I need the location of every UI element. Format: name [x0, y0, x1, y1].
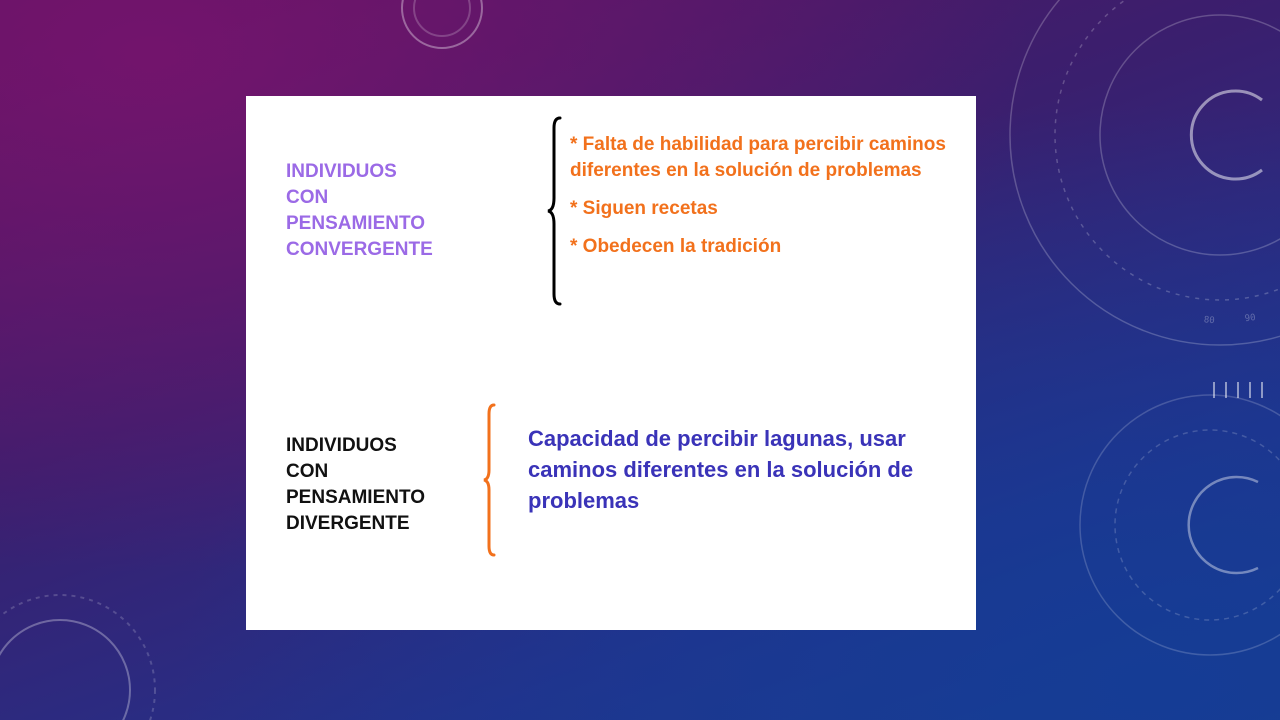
- convergent-label-line: CONVERGENTE: [286, 239, 433, 260]
- convergent-label-line: CON: [286, 187, 329, 208]
- decor-gauge-arc: [1191, 91, 1262, 179]
- convergent-trait-item: * Obedecen la tradición: [570, 236, 782, 257]
- divergent-label-line: DIVERGENTE: [286, 513, 410, 534]
- decor-ring-right-arc: [1189, 477, 1258, 573]
- convergent-traits-list: [570, 132, 970, 272]
- gauge-tick-label: 80: [1203, 315, 1216, 327]
- divergent-label-line: CON: [286, 461, 329, 482]
- convergent-trait-item: * Siguen recetas: [570, 198, 718, 219]
- divergent-description: Capacidad de percibir lagunas, usar caminos diferentes en la solución de problemas: [528, 426, 914, 513]
- slide-card: [246, 96, 976, 630]
- gauge-tick-labels: [1203, 0, 1280, 326]
- decor-gauge-dashed: [1055, 0, 1280, 300]
- convergent-brace: [546, 114, 564, 308]
- decor-ring-bottom-left: [0, 620, 130, 720]
- convergent-label-line: PENSAMIENTO: [286, 213, 426, 234]
- decor-gauge-outer: [1010, 0, 1280, 345]
- gauge-tick-label: 90: [1244, 312, 1257, 325]
- convergent-label-line: INDIVIDUOS: [286, 161, 397, 182]
- decor-ring-right-dashed: [1115, 430, 1280, 620]
- convergent-label: [286, 159, 433, 263]
- decor-ring-bottom-left-dashed: [0, 595, 155, 720]
- divergent-label-line: PENSAMIENTO: [286, 487, 426, 508]
- divergent-brace: [482, 402, 498, 558]
- decor-ring-right-outer: [1080, 395, 1280, 655]
- divergent-label-line: INDIVIDUOS: [286, 435, 397, 456]
- decor-ring-top-inner: [414, 0, 470, 36]
- divergent-label: [286, 433, 425, 537]
- convergent-trait-item: * Falta de habilidad para percibir caminos diferentes en la solución de problemas: [570, 134, 946, 181]
